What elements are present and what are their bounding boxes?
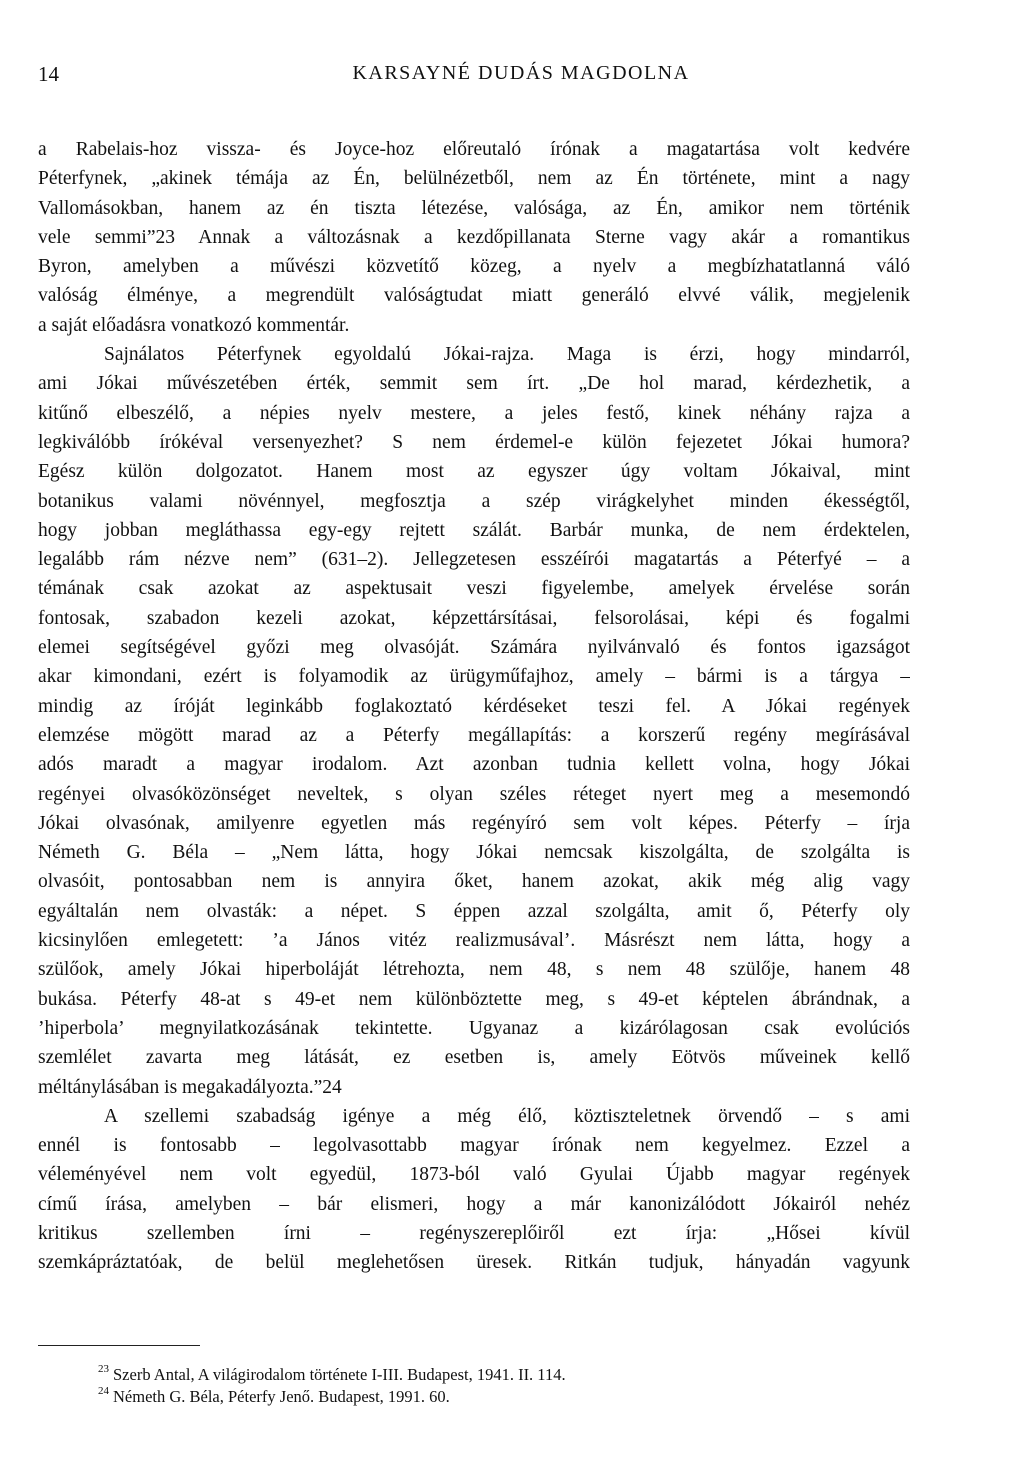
running-head: KARSAYNÉ DUDÁS MAGDOLNA: [352, 62, 690, 84]
text-line: hogy jobban megláthassa egy-egy rejtett szálát. Barbár munka, de nem érdektelen,: [38, 519, 910, 541]
text-line: Egész külön dolgozatot. Hanem most az egyszer úgy voltam Jókaival, mint: [38, 461, 910, 483]
text-line: ’hiperbola’ megnyilatkozásának tekintette. Ugyanaz a kizárólagosan csak evolúciós: [38, 1017, 910, 1039]
text-line: témának csak azokat az aspektusait veszi figyelembe, amelyek érvelése során: [38, 578, 910, 600]
footnote-divider: [38, 1345, 200, 1346]
text-line: a saját előadásra vonatkozó kommentár.: [38, 314, 350, 336]
text-line: a Rabelais-hoz vissza- és Joyce-hoz előreutaló írónak a magatartása volt kedvére: [38, 139, 910, 160]
page-number: 14: [38, 62, 59, 86]
text-line: olvasóit, pontosabban nem is annyira őket, hanem azokat, akik még alig vagy: [38, 871, 910, 893]
text-line: ami Jókai művészetében érték, semmit sem írt. „De hol marad, kérdezhetik, a: [38, 373, 910, 395]
text-line: botanikus valami növénnyel, megfosztja a szép virágkelyhet minden ékességtől,: [38, 490, 910, 512]
text-line: méltánylásában is megakadályozta.”24: [38, 1076, 342, 1098]
text-line: adós maradt a magyar irodalom. Azt azonban tudnia kellett volna, hogy Jókai: [38, 754, 910, 776]
text-line: című írása, amelyben – bár elismeri, hogy a már kanonizálódott Jókairól nehéz: [38, 1193, 910, 1215]
text-line: A szellemi szabadság igénye a még élő, köztiszteletnek örvendő – s ami: [104, 1105, 910, 1127]
text-line: fontosak, szabadon kezeli azokat, képzettársításai, felsorolásai, képi és fogalmi: [38, 607, 910, 629]
text-line: mindig az íróját leginkább foglakoztató kérdéseket teszi fel. A Jókai regények: [38, 695, 910, 717]
text-line: szülőok, amely Jókai hiperboláját létrehozta, nem 48, s nem 48 szülője, hanem 48: [38, 959, 910, 981]
text-line: egyáltalán nem olvasták: a népet. S éppen azzal szolgálta, amit ő, Péterfy oly: [38, 900, 910, 922]
text-line: ennél is fontosabb – legolvasottabb magyar írónak nem kegyelmez. Ezzel a: [38, 1135, 910, 1157]
text-line: kitűnő elbeszélő, a népies nyelv mestere, a jeles festő, kinek néhány rajza a: [38, 402, 910, 424]
footnote-number: 23: [98, 1363, 109, 1375]
text-line: Jókai olvasónak, amilyenre egyetlen más regényíró sem volt képes. Péterfy – írja: [38, 812, 910, 834]
footnote-text: Szerb Antal, A világirodalom története I-III. Budapest, 1941. II. 114.: [113, 1365, 566, 1384]
text-line: legalább rám nézve nem” (631–2). Jellegzetesen esszéírói magatartás a Péterfyé – a: [38, 549, 910, 571]
footnote-text: Németh G. Béla, Péterfy Jenő. Budapest, 1991. 60.: [113, 1387, 450, 1406]
text-line: regényei olvasóközönséget neveltek, s olyan széles réteget nyert meg a mesemondó: [38, 783, 910, 805]
text-line: véleményével nem volt egyedül, 1873-ból való Gyulai Újabb magyar regények: [38, 1164, 910, 1186]
text-line: kicsinylően emlegetett: ’a János vitéz realizmusával’. Másrészt nem látta, hogy a: [38, 930, 910, 952]
text-line: elemzése mögött marad az a Péterfy megállapítás: a korszerű regény megírásával: [38, 724, 910, 746]
text-line: bukása. Péterfy 48-at s 49-et nem különböztette meg, s 49-et képtelen ábrándnak, a: [38, 988, 910, 1010]
text-line: szemkápráztatóak, de belül meglehetősen üresek. Ritkán tudjuk, hányadán vagyunk: [38, 1252, 910, 1274]
text-line: Vallomásokban, hanem az én tiszta létezése, valósága, az Én, amikor nem történik: [38, 197, 910, 219]
text-line: Sajnálatos Péterfynek egyoldalú Jókai-rajza. Maga is érzi, hogy mindarról,: [104, 344, 910, 366]
body-text: [38, 135, 910, 1278]
footnotes: [98, 1358, 566, 1406]
text-line: valóság élménye, a megrendült valóságtudat miatt generáló elvvé válik, megjelenik: [38, 285, 910, 307]
text-line: akar kimondani, ezért is folyamodik az ürügyműfajhoz, amely – bármi is a tárgya –: [38, 666, 910, 688]
text-line: vele semmi”23 Annak a változásnak a kezdőpillanata Sterne vagy akár a romantikus: [38, 226, 910, 248]
text-line: szemlélet zavarta meg látását, ez esetben is, amely Eötvös műveinek kellő: [38, 1047, 910, 1069]
text-line: Németh G. Béla – „Nem látta, hogy Jókai nemcsak kiszolgálta, de szolgálta is: [38, 842, 910, 864]
footnote-23: [98, 1358, 566, 1384]
text-line: legkiválóbb írókéval versenyezhet? S nem érdemel-e külön fejezetet Jókai humora?: [38, 431, 910, 453]
text-line: Byron, amelyben a művészi közvetítő közeg, a nyelv a megbízhatatlanná váló: [38, 256, 910, 278]
page-header: [38, 62, 944, 92]
text-line: kritikus szellemben írni – regényszereplőiről ezt írja: „Hősei kívül: [38, 1222, 910, 1244]
footnote-number: 24: [98, 1385, 109, 1397]
text-line: elemei segítségével győzi meg olvasóját. Számára nyilvánvaló és fontos igazságot: [38, 637, 910, 659]
text-line: Péterfynek, „akinek témája az Én, belülnézetből, nem az Én története, mint a nagy: [38, 168, 910, 190]
